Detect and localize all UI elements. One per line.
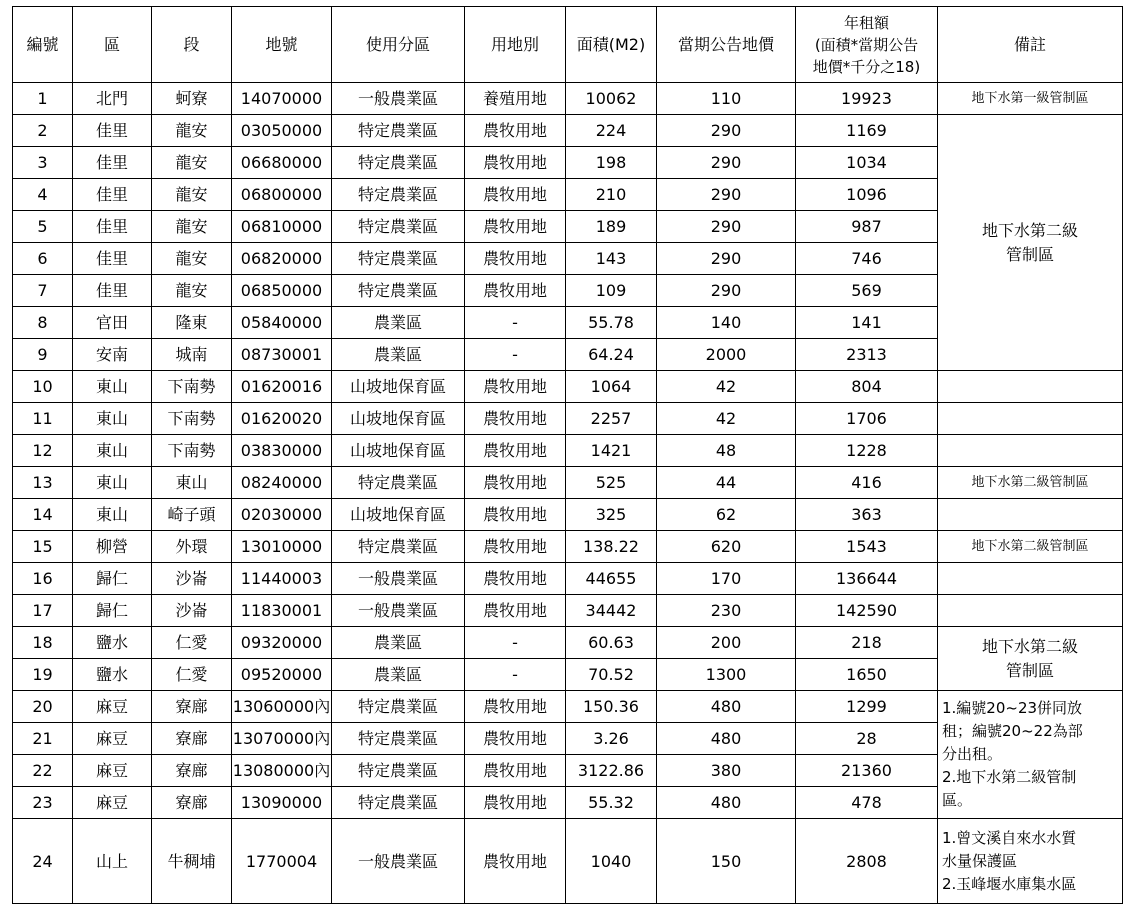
cell-use: 農牧用地 (465, 115, 566, 147)
cell-no: 12 (13, 435, 73, 467)
cell-no: 18 (13, 627, 73, 659)
cell-district: 鹽水 (73, 659, 152, 691)
cell-price: 290 (657, 243, 796, 275)
cell-use: 農牧用地 (465, 499, 566, 531)
cell-zone: 特定農業區 (332, 147, 465, 179)
header-district: 區 (73, 7, 152, 83)
cell-price: 44 (657, 467, 796, 499)
cell-rent: 1706 (796, 403, 938, 435)
cell-no: 3 (13, 147, 73, 179)
header-rent-line3: 地價*千分之18) (812, 57, 921, 76)
cell-district: 麻豆 (73, 723, 152, 755)
cell-section: 外環 (152, 531, 232, 563)
header-rent (796, 7, 938, 83)
header-lot: 地號 (232, 7, 332, 83)
cell-rent: 141 (796, 307, 938, 339)
cell-use: 養殖用地 (465, 83, 566, 115)
cell-zone: 特定農業區 (332, 211, 465, 243)
cell-area: 10062 (566, 83, 657, 115)
cell-district: 東山 (73, 371, 152, 403)
cell-section: 龍安 (152, 243, 232, 275)
cell-zone: 山坡地保育區 (332, 371, 465, 403)
cell-lot: 13090000 (232, 787, 332, 819)
note-line: 地下水第二級 (981, 220, 1078, 240)
cell-price: 170 (657, 563, 796, 595)
cell-no: 16 (13, 563, 73, 595)
cell-lot: 13070000內 (232, 723, 332, 755)
cell-price: 1300 (657, 659, 796, 691)
cell-zone: 特定農業區 (332, 243, 465, 275)
table-row (13, 467, 1123, 499)
cell-area: 189 (566, 211, 657, 243)
note-line: 1.曾文溪自來水水質 (942, 828, 1077, 847)
land-lease-table (12, 6, 1123, 904)
cell-district: 東山 (73, 467, 152, 499)
cell-lot: 05840000 (232, 307, 332, 339)
cell-area: 55.78 (566, 307, 657, 339)
cell-lot: 06800000 (232, 179, 332, 211)
cell-zone: 山坡地保育區 (332, 403, 465, 435)
cell-no: 4 (13, 179, 73, 211)
table-body (13, 83, 1123, 904)
cell-zone: 一般農業區 (332, 595, 465, 627)
cell-district: 北門 (73, 83, 152, 115)
cell-price: 480 (657, 723, 796, 755)
cell-use: 農牧用地 (465, 275, 566, 307)
note-line: 地下水第二級管制區 (971, 475, 1089, 490)
table-row (13, 531, 1123, 563)
cell-section: 隆東 (152, 307, 232, 339)
cell-rent: 1299 (796, 691, 938, 723)
cell-zone: 特定農業區 (332, 755, 465, 787)
cell-rent: 28 (796, 723, 938, 755)
note-line: 地下水第一級管制區 (971, 91, 1089, 106)
cell-section: 崎子頭 (152, 499, 232, 531)
cell-district: 佳里 (73, 115, 152, 147)
cell-zone: 農業區 (332, 339, 465, 371)
cell-no: 24 (13, 819, 73, 904)
cell-section: 仁愛 (152, 659, 232, 691)
cell-section: 寮廍 (152, 723, 232, 755)
cell-price: 620 (657, 531, 796, 563)
cell-price: 480 (657, 787, 796, 819)
cell-no: 15 (13, 531, 73, 563)
cell-district: 安南 (73, 339, 152, 371)
cell-lot: 06820000 (232, 243, 332, 275)
cell-lot: 08240000 (232, 467, 332, 499)
cell-price: 150 (657, 819, 796, 904)
cell-no: 17 (13, 595, 73, 627)
cell-section: 沙崙 (152, 563, 232, 595)
cell-lot: 13060000內 (232, 691, 332, 723)
cell-note (938, 595, 1123, 627)
cell-no: 22 (13, 755, 73, 787)
note-line: 地下水第二級 (981, 636, 1078, 656)
cell-rent: 142590 (796, 595, 938, 627)
cell-area: 55.32 (566, 787, 657, 819)
cell-price: 62 (657, 499, 796, 531)
cell-section: 寮廍 (152, 691, 232, 723)
cell-use: 農牧用地 (465, 243, 566, 275)
table-row (13, 83, 1123, 115)
cell-section: 龍安 (152, 115, 232, 147)
cell-lot: 08730001 (232, 339, 332, 371)
cell-district: 歸仁 (73, 563, 152, 595)
cell-note (938, 563, 1123, 595)
cell-lot: 06680000 (232, 147, 332, 179)
header-rent-line1: 年租額 (843, 13, 889, 32)
cell-section: 牛稠埔 (152, 819, 232, 904)
cell-no: 8 (13, 307, 73, 339)
cell-note (938, 531, 1123, 563)
cell-note (938, 403, 1123, 435)
note-line: 分出租。 (942, 745, 1003, 763)
cell-district: 官田 (73, 307, 152, 339)
header-no: 編號 (13, 7, 73, 83)
cell-section: 龍安 (152, 275, 232, 307)
cell-no: 14 (13, 499, 73, 531)
cell-zone: 特定農業區 (332, 179, 465, 211)
table-row (13, 595, 1123, 627)
header-section: 段 (152, 7, 232, 83)
table-header-row (13, 7, 1123, 83)
cell-lot: 11830001 (232, 595, 332, 627)
header-zone: 使用分區 (332, 7, 465, 83)
cell-price: 380 (657, 755, 796, 787)
cell-area: 44655 (566, 563, 657, 595)
cell-section: 下南勢 (152, 435, 232, 467)
cell-rent: 478 (796, 787, 938, 819)
table-row (13, 403, 1123, 435)
table-row (13, 435, 1123, 467)
header-area: 面積(M2) (566, 7, 657, 83)
cell-rent: 1096 (796, 179, 938, 211)
cell-price: 2000 (657, 339, 796, 371)
cell-no: 21 (13, 723, 73, 755)
cell-district: 佳里 (73, 275, 152, 307)
cell-zone: 特定農業區 (332, 723, 465, 755)
cell-use: 農牧用地 (465, 371, 566, 403)
cell-rent: 2313 (796, 339, 938, 371)
cell-section: 龍安 (152, 147, 232, 179)
cell-rent: 363 (796, 499, 938, 531)
cell-lot: 1770004 (232, 819, 332, 904)
cell-note (938, 819, 1123, 904)
cell-area: 525 (566, 467, 657, 499)
cell-no: 23 (13, 787, 73, 819)
cell-use: 農牧用地 (465, 819, 566, 904)
cell-rent: 1169 (796, 115, 938, 147)
cell-no: 7 (13, 275, 73, 307)
cell-zone: 一般農業區 (332, 563, 465, 595)
cell-lot: 14070000 (232, 83, 332, 115)
cell-note (938, 83, 1123, 115)
cell-section: 東山 (152, 467, 232, 499)
cell-price: 200 (657, 627, 796, 659)
cell-district: 佳里 (73, 147, 152, 179)
note-line: 2.玉峰堰水庫集水區 (942, 874, 1077, 893)
cell-price: 42 (657, 371, 796, 403)
cell-area: 1040 (566, 819, 657, 904)
cell-use: 農牧用地 (465, 787, 566, 819)
cell-section: 下南勢 (152, 403, 232, 435)
cell-lot: 01620020 (232, 403, 332, 435)
cell-lot: 09320000 (232, 627, 332, 659)
cell-rent: 569 (796, 275, 938, 307)
cell-use: 農牧用地 (465, 755, 566, 787)
cell-zone: 特定農業區 (332, 787, 465, 819)
cell-use: 農牧用地 (465, 211, 566, 243)
cell-area: 150.36 (566, 691, 657, 723)
cell-zone: 農業區 (332, 659, 465, 691)
cell-price: 230 (657, 595, 796, 627)
cell-rent: 1650 (796, 659, 938, 691)
header-rent-line2: (面積*當期公告 (814, 35, 919, 54)
cell-zone: 一般農業區 (332, 83, 465, 115)
table-row (13, 563, 1123, 595)
cell-no: 19 (13, 659, 73, 691)
cell-use: 農牧用地 (465, 531, 566, 563)
cell-price: 110 (657, 83, 796, 115)
table-row (13, 627, 1123, 659)
cell-note (938, 371, 1123, 403)
cell-section: 龍安 (152, 179, 232, 211)
table-row (13, 371, 1123, 403)
cell-area: 3122.86 (566, 755, 657, 787)
cell-use: 農牧用地 (465, 147, 566, 179)
note-line: 地下水第二級管制區 (971, 539, 1089, 554)
cell-use: 農牧用地 (465, 467, 566, 499)
cell-lot: 06850000 (232, 275, 332, 307)
cell-zone: 農業區 (332, 307, 465, 339)
cell-no: 1 (13, 83, 73, 115)
cell-zone: 一般農業區 (332, 819, 465, 904)
cell-note (938, 627, 1123, 691)
cell-lot: 11440003 (232, 563, 332, 595)
table-row (13, 499, 1123, 531)
cell-use: - (465, 307, 566, 339)
cell-section: 仁愛 (152, 627, 232, 659)
cell-rent: 746 (796, 243, 938, 275)
cell-section: 寮廍 (152, 787, 232, 819)
cell-zone: 山坡地保育區 (332, 435, 465, 467)
cell-area: 60.63 (566, 627, 657, 659)
header-price: 當期公告地價 (657, 7, 796, 83)
cell-district: 佳里 (73, 211, 152, 243)
cell-use: 農牧用地 (465, 179, 566, 211)
cell-section: 沙崙 (152, 595, 232, 627)
cell-district: 佳里 (73, 243, 152, 275)
cell-rent: 416 (796, 467, 938, 499)
cell-rent: 987 (796, 211, 938, 243)
cell-section: 下南勢 (152, 371, 232, 403)
cell-use: - (465, 339, 566, 371)
cell-area: 1421 (566, 435, 657, 467)
cell-section: 蚵寮 (152, 83, 232, 115)
cell-lot: 13010000 (232, 531, 332, 563)
note-line: 管制區 (1005, 660, 1054, 680)
cell-district: 東山 (73, 499, 152, 531)
cell-no: 5 (13, 211, 73, 243)
cell-district: 歸仁 (73, 595, 152, 627)
cell-use: 農牧用地 (465, 403, 566, 435)
cell-use: - (465, 659, 566, 691)
cell-district: 東山 (73, 403, 152, 435)
cell-rent: 1543 (796, 531, 938, 563)
cell-no: 13 (13, 467, 73, 499)
cell-no: 10 (13, 371, 73, 403)
cell-lot: 03050000 (232, 115, 332, 147)
cell-area: 3.26 (566, 723, 657, 755)
note-line: 管制區 (1005, 244, 1054, 264)
cell-rent: 21360 (796, 755, 938, 787)
cell-price: 290 (657, 275, 796, 307)
cell-district: 山上 (73, 819, 152, 904)
note-line: 水量保護區 (942, 851, 1018, 870)
cell-area: 138.22 (566, 531, 657, 563)
cell-lot: 09520000 (232, 659, 332, 691)
cell-rent: 136644 (796, 563, 938, 595)
cell-rent: 1034 (796, 147, 938, 179)
cell-note (938, 691, 1123, 819)
cell-district: 柳營 (73, 531, 152, 563)
table-row (13, 115, 1123, 147)
cell-area: 198 (566, 147, 657, 179)
cell-use: 農牧用地 (465, 723, 566, 755)
cell-rent: 2808 (796, 819, 938, 904)
cell-price: 48 (657, 435, 796, 467)
header-use: 用地別 (465, 7, 566, 83)
cell-district: 佳里 (73, 179, 152, 211)
cell-zone: 特定農業區 (332, 531, 465, 563)
cell-zone: 特定農業區 (332, 467, 465, 499)
cell-price: 480 (657, 691, 796, 723)
note-line: 租；編號20~22為部 (942, 722, 1083, 740)
cell-lot: 03830000 (232, 435, 332, 467)
cell-area: 70.52 (566, 659, 657, 691)
cell-zone: 特定農業區 (332, 115, 465, 147)
cell-price: 290 (657, 147, 796, 179)
note-line: 1.編號20~23併同放 (942, 699, 1083, 717)
cell-area: 64.24 (566, 339, 657, 371)
cell-rent: 218 (796, 627, 938, 659)
cell-area: 224 (566, 115, 657, 147)
cell-rent: 804 (796, 371, 938, 403)
cell-use: 農牧用地 (465, 691, 566, 723)
cell-district: 麻豆 (73, 755, 152, 787)
note-line: 2.地下水第二級管制 (942, 768, 1077, 786)
cell-price: 290 (657, 115, 796, 147)
cell-note (938, 499, 1123, 531)
cell-use: 農牧用地 (465, 563, 566, 595)
cell-district: 麻豆 (73, 691, 152, 723)
cell-lot: 01620016 (232, 371, 332, 403)
cell-district: 東山 (73, 435, 152, 467)
cell-lot: 13080000內 (232, 755, 332, 787)
cell-note (938, 435, 1123, 467)
cell-zone: 山坡地保育區 (332, 499, 465, 531)
cell-lot: 02030000 (232, 499, 332, 531)
cell-area: 34442 (566, 595, 657, 627)
cell-no: 6 (13, 243, 73, 275)
cell-no: 20 (13, 691, 73, 723)
cell-no: 2 (13, 115, 73, 147)
cell-zone: 農業區 (332, 627, 465, 659)
cell-price: 140 (657, 307, 796, 339)
cell-note (938, 467, 1123, 499)
cell-price: 290 (657, 179, 796, 211)
cell-zone: 特定農業區 (332, 691, 465, 723)
note-line: 區。 (942, 791, 973, 809)
cell-lot: 06810000 (232, 211, 332, 243)
cell-district: 鹽水 (73, 627, 152, 659)
cell-area: 210 (566, 179, 657, 211)
header-note: 備註 (938, 7, 1123, 83)
cell-no: 9 (13, 339, 73, 371)
table-row (13, 691, 1123, 723)
cell-price: 290 (657, 211, 796, 243)
cell-section: 城南 (152, 339, 232, 371)
cell-area: 1064 (566, 371, 657, 403)
cell-rent: 1228 (796, 435, 938, 467)
cell-note (938, 115, 1123, 371)
cell-section: 龍安 (152, 211, 232, 243)
cell-area: 109 (566, 275, 657, 307)
cell-district: 麻豆 (73, 787, 152, 819)
cell-zone: 特定農業區 (332, 275, 465, 307)
cell-no: 11 (13, 403, 73, 435)
cell-section: 寮廍 (152, 755, 232, 787)
cell-use: 農牧用地 (465, 595, 566, 627)
cell-rent: 19923 (796, 83, 938, 115)
cell-price: 42 (657, 403, 796, 435)
table-row (13, 819, 1123, 904)
cell-use: - (465, 627, 566, 659)
cell-area: 325 (566, 499, 657, 531)
cell-area: 143 (566, 243, 657, 275)
cell-use: 農牧用地 (465, 435, 566, 467)
cell-area: 2257 (566, 403, 657, 435)
